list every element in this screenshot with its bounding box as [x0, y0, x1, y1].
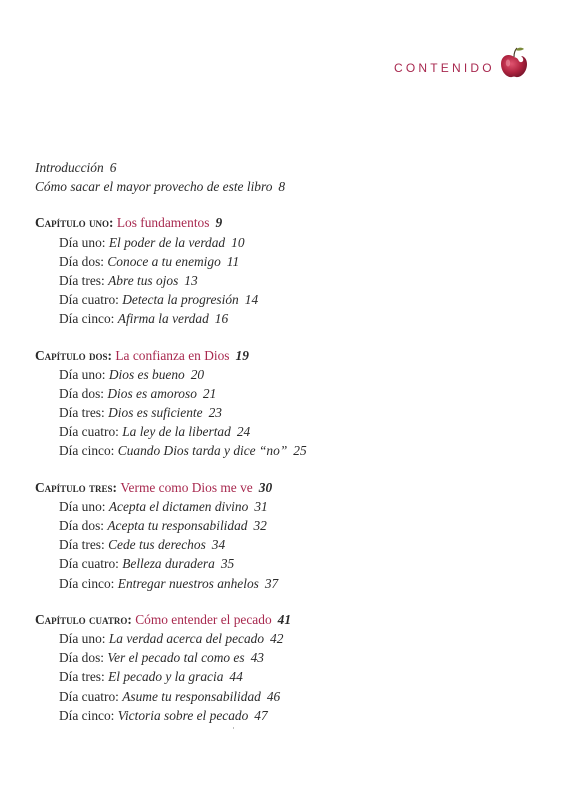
day-label: Día tres: — [59, 669, 105, 685]
day-entry[interactable] — [59, 629, 555, 648]
day-entry[interactable] — [59, 667, 555, 686]
day-entry[interactable] — [59, 365, 555, 384]
day-label: Día cuatro: — [59, 556, 119, 572]
chapter-heading[interactable] — [35, 346, 555, 365]
day-title: Abre tus ojos — [108, 272, 179, 288]
day-entry[interactable] — [59, 516, 555, 535]
day-title: Detecta la progresión — [122, 292, 239, 308]
day-title: Acepta el dictamen divino — [108, 498, 249, 514]
day-title: Dios es amoroso — [107, 385, 197, 401]
page-number: 8 — [278, 179, 286, 195]
chapter-title: Los fundamentos — [116, 215, 210, 231]
entry-title: Introducción — [35, 160, 104, 175]
day-entry[interactable] — [59, 309, 555, 328]
page-number: 35 — [220, 556, 235, 572]
chapter-heading[interactable] — [35, 213, 555, 232]
day-title: Cede tus derechos — [108, 537, 206, 553]
page-number: 13 — [184, 272, 198, 288]
page-number: 24 — [236, 424, 251, 440]
chapter-label: Capítulo uno: — [35, 215, 114, 231]
day-entry[interactable] — [59, 403, 555, 422]
day-title: Ver el pecado tal como es — [107, 650, 245, 666]
day-title: La verdad acerca del pecado — [108, 630, 265, 646]
day-title: Entregar nuestros anhelos — [117, 575, 259, 591]
chapter-1 — [35, 213, 555, 328]
day-title: Afirma la verdad — [117, 311, 209, 327]
day-title: Acepta tu responsabilidad — [107, 518, 248, 533]
day-label: Día dos: — [59, 518, 105, 533]
toc-entry[interactable] — [35, 158, 555, 177]
page-number: 20 — [190, 366, 205, 382]
day-label: Día dos: — [59, 253, 105, 269]
day-label: Día tres: — [59, 537, 105, 553]
page-number: 23 — [208, 405, 222, 421]
day-label: Día cinco: — [59, 443, 115, 459]
page-number: 37 — [264, 575, 279, 591]
day-entry[interactable] — [59, 648, 555, 667]
chapter-4 — [35, 610, 555, 725]
page-number: 30 — [258, 479, 273, 495]
page-number: 21 — [202, 385, 217, 401]
day-entry[interactable] — [59, 271, 555, 290]
intro-list — [35, 158, 555, 196]
page-number: 6 — [109, 160, 117, 175]
day-entry[interactable] — [59, 706, 555, 725]
day-entry[interactable] — [59, 422, 555, 441]
page-header — [394, 50, 529, 85]
chapter-3 — [35, 478, 555, 593]
page-number: 43 — [250, 650, 264, 666]
day-entry[interactable] — [59, 554, 555, 573]
chapter-title: Cómo entender el pecado — [135, 611, 272, 627]
chapter-heading[interactable] — [35, 478, 555, 497]
page-number: 31 — [254, 498, 268, 514]
page-number: 9 — [215, 215, 223, 231]
day-label: Día uno: — [59, 630, 106, 646]
page-number: 16 — [214, 311, 229, 327]
day-label: Día cuatro: — [59, 424, 119, 440]
page-number: 34 — [211, 537, 226, 553]
day-entry[interactable] — [59, 574, 555, 593]
chapter-label: Capítulo cuatro: — [35, 611, 132, 627]
day-title: La ley de la libertad — [122, 424, 231, 440]
page-number: 42 — [270, 630, 284, 646]
apple-icon — [499, 46, 529, 85]
day-title: Belleza duradera — [122, 556, 215, 572]
day-label: Día cinco: — [59, 311, 115, 327]
page-number: 46 — [266, 688, 281, 704]
chapter-2 — [35, 346, 555, 461]
section-title: CONTENIDO — [394, 60, 495, 75]
day-entry[interactable] — [59, 384, 555, 403]
page-number: 10 — [231, 234, 245, 250]
day-title: Dios es suficiente — [108, 405, 203, 421]
day-entry[interactable] — [59, 233, 555, 252]
day-title: Cuando Dios tarda y dice “no” — [117, 443, 288, 459]
day-label: Día dos: — [59, 385, 105, 401]
day-entry[interactable] — [59, 535, 555, 554]
day-entry[interactable] — [59, 497, 555, 516]
entry-title: Cómo sacar el mayor provecho de este libro — [35, 179, 273, 195]
day-entry[interactable] — [59, 252, 555, 271]
day-title: Dios es bueno — [108, 366, 185, 382]
table-of-contents — [35, 158, 555, 725]
chapter-label: Capítulo tres: — [35, 479, 117, 495]
chapter-label: Capítulo dos: — [35, 347, 112, 363]
day-label: Día dos: — [59, 650, 105, 666]
day-title: Conoce a tu enemigo — [107, 253, 221, 269]
day-label: Día cinco: — [59, 707, 115, 723]
chapter-title: La confianza en Dios — [115, 347, 230, 363]
day-entry[interactable] — [59, 441, 555, 460]
scan-artifact — [233, 727, 234, 729]
page-number: 41 — [277, 611, 292, 627]
chapter-heading[interactable] — [35, 610, 555, 629]
day-label: Día tres: — [59, 272, 105, 288]
page-number: 44 — [229, 669, 243, 685]
page-number: 32 — [253, 518, 267, 533]
toc-entry[interactable] — [35, 177, 555, 196]
chapter-title: Verme como Dios me ve — [120, 479, 253, 495]
day-label: Día uno: — [59, 234, 106, 250]
day-label: Día uno: — [59, 366, 106, 382]
day-label: Día cuatro: — [59, 688, 119, 704]
day-title: El pecado y la gracia — [108, 669, 224, 685]
day-title: Victoria sobre el pecado — [117, 707, 249, 723]
day-title: Asume tu responsabilidad — [122, 688, 261, 704]
page-number: 14 — [244, 292, 259, 308]
day-entry[interactable] — [59, 290, 555, 309]
day-title: El poder de la verdad — [108, 234, 226, 250]
day-entry[interactable] — [59, 687, 555, 706]
day-label: Día uno: — [59, 498, 106, 514]
page-number: 19 — [235, 347, 249, 363]
day-label: Día tres: — [59, 405, 105, 421]
day-label: Día cinco: — [59, 575, 115, 591]
page-number: 25 — [293, 443, 307, 459]
page-number: 11 — [226, 253, 240, 269]
page-number: 47 — [254, 707, 268, 723]
day-label: Día cuatro: — [59, 292, 119, 308]
